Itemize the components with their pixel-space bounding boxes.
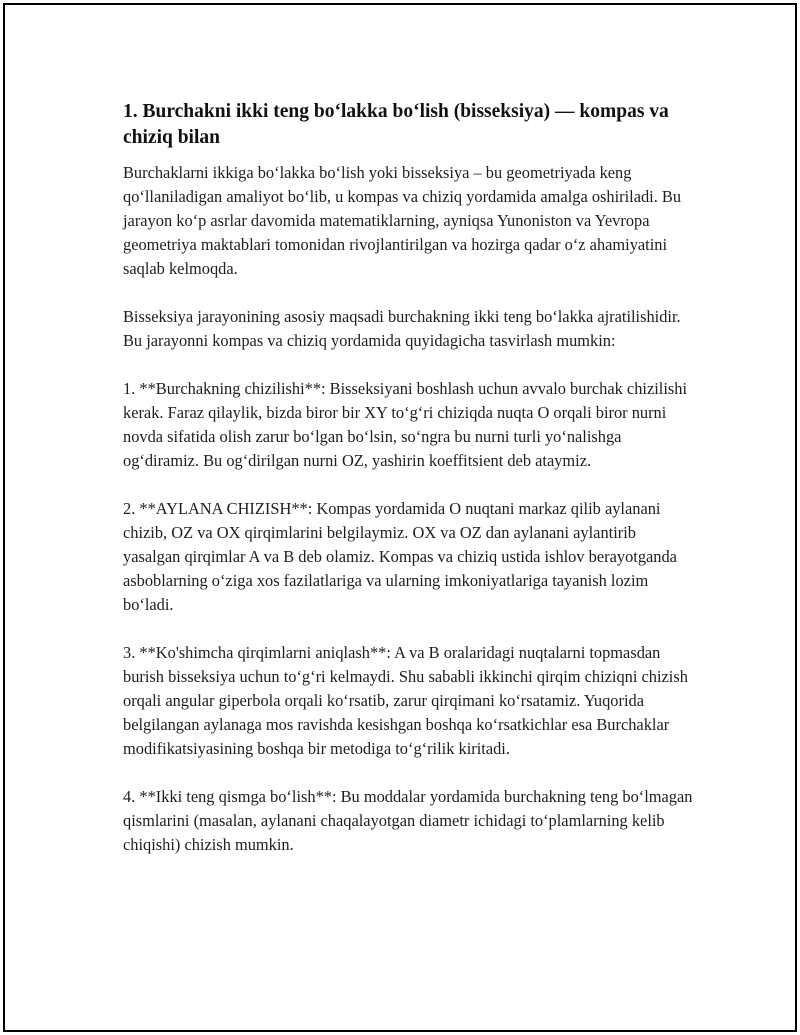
document-title: 1. Burchakni ikki teng bo‘lakka bo‘lish (bisseksiya) — kompas va chiziq bilan	[123, 101, 669, 148]
paragraph-purpose: Bisseksiya jarayonining asosiy maqsadi burchakning ikki teng bo‘lakka ajratilishidir. Bu jarayonni kompas va chiziq yordamida quyidagicha tasvirlash mumkin:	[123, 307, 681, 350]
page-frame	[3, 3, 797, 1032]
paragraph-step-1: 1. **Burchakning chizilishi**: Bisseksiyani boshlash uchun avvalo burchak chizilishi kerak. Faraz qilaylik, bizda biror bir XY to‘g‘ri chiziqda nuqta O orqali biror nurni novda sifatida olish zarur bo‘lgan bo‘lsin, so‘ngra bu nurni turli yo‘nalishga og‘diramiz. Bu og‘dirilgan nurni OZ, yashirin koeffitsient deb ataymiz.	[123, 379, 688, 470]
document-body	[123, 99, 693, 881]
paragraph-step-4: 4. **Ikki teng qismga bo‘lish**: Bu moddalar yordamida burchakning teng bo‘lmagan qismlarini (masalan, aylanani chaqalayotgan diametr ichidagi to‘plamlarning kelib chiqishi) chizish mumkin.	[123, 787, 693, 854]
paragraph-intro: Burchaklarni ikkiga bo‘lakka bo‘lish yoki bisseksiya – bu geometriyada keng qo‘llaniladigan amaliyot bo‘lib, u kompas va chiziq yordamida amalga oshiriladi. Bu jarayon ko‘p asrlar davomida matematiklarning, ayniqsa Yunoniston va Yevropa geometriya maktablari tomonidan rivojlantirilgan va hozirga qadar o‘z ahamiyatini saqlab kelmoqda.	[123, 163, 682, 278]
paragraph-step-3: 3. **Ko'shimcha qirqimlarni aniqlash**: A va B oralaridagi nuqtalarni topmasdan burish bisseksiya uchun to‘g‘ri kelmaydi. Shu sababli ikkinchi qirqim chiziqni chizish orqali angular giperbola orqali ko‘rsatib, zarur qirqimani ko‘rsatamiz. Yuqorida belgilangan aylanaga mos ravishda kesishgan boshqa ko‘rsatkichlar esa Burchaklar modifikatsiyasining boshqa bir metodiga to‘g‘rilik kiritadi.	[123, 643, 688, 758]
paragraph-step-2: 2. **AYLANA CHIZISH**: Kompas yordamida O nuqtani markaz qilib aylanani chizib, OZ va OX qirqimlarini belgilaymiz. OX va OZ dan aylanani aylantirib yasalgan qirqimlar A va B deb olamiz. Kompas va chiziq ustida ishlov berayotganda asboblarning o‘ziga xos fazilatlariga va ularning imkoniyatlariga tayanish lozim bo‘ladi.	[123, 499, 677, 614]
